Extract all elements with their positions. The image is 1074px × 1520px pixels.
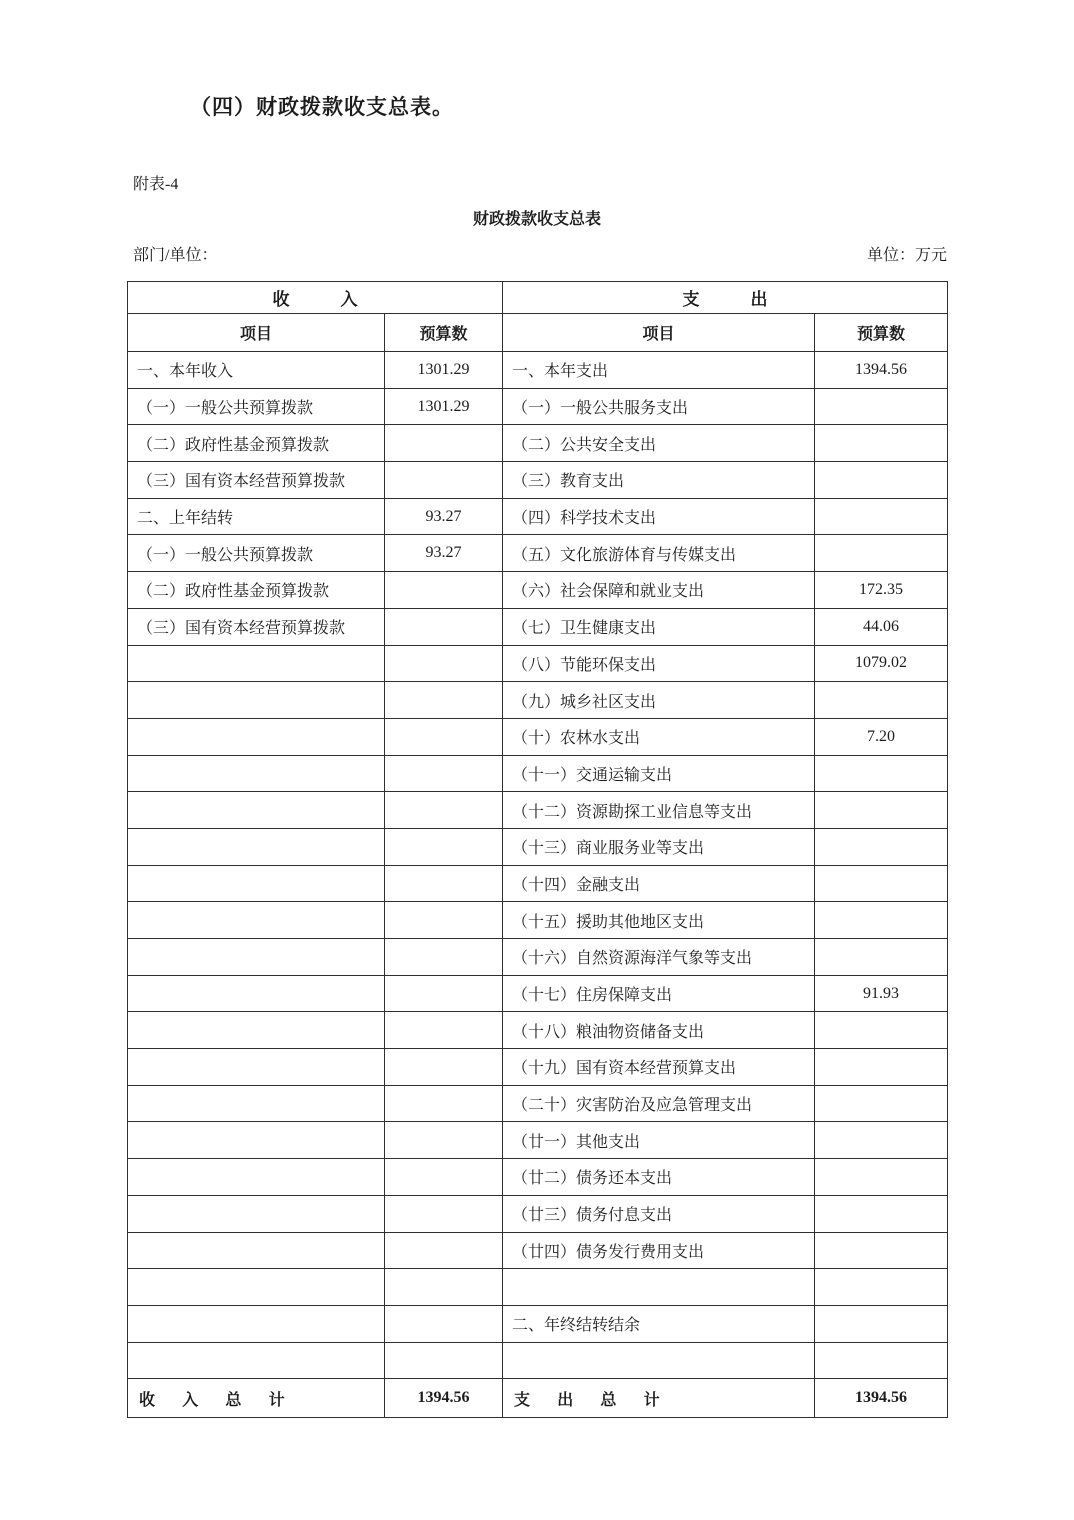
expense-item-cell: （十一）交通运输支出 xyxy=(503,755,815,792)
expense-item-cell xyxy=(503,1342,815,1379)
income-value-cell xyxy=(385,828,503,865)
expense-value-cell: 1079.02 xyxy=(815,645,948,682)
income-item-cell xyxy=(128,755,385,792)
expense-item-cell: （十三）商业服务业等支出 xyxy=(503,828,815,865)
section-header-row xyxy=(128,282,948,314)
table-row xyxy=(128,388,948,425)
income-item-cell: （三）国有资本经营预算拨款 xyxy=(128,462,385,499)
income-budget-header: 预算数 xyxy=(385,314,503,352)
expense-value-cell: 91.93 xyxy=(815,975,948,1012)
expense-item-cell: （十八）粮油物资储备支出 xyxy=(503,1012,815,1049)
income-item-cell xyxy=(128,1085,385,1122)
income-item-cell xyxy=(128,865,385,902)
expense-value-cell xyxy=(815,1085,948,1122)
expense-value-cell xyxy=(815,1122,948,1159)
expense-item-cell xyxy=(503,1269,815,1306)
income-item-cell xyxy=(128,939,385,976)
income-item-cell xyxy=(128,792,385,829)
income-value-cell: 1301.29 xyxy=(385,352,503,389)
expense-item-cell: 一、本年支出 xyxy=(503,352,815,389)
income-item-cell xyxy=(128,828,385,865)
income-item-cell xyxy=(128,1232,385,1269)
table-row xyxy=(128,718,948,755)
table-row xyxy=(128,1159,948,1196)
table-row xyxy=(128,1049,948,1086)
income-item-cell xyxy=(128,1195,385,1232)
income-item-cell xyxy=(128,1159,385,1196)
expense-budget-header: 预算数 xyxy=(815,314,948,352)
income-value-cell xyxy=(385,1085,503,1122)
income-item-cell xyxy=(128,718,385,755)
income-item-cell xyxy=(128,1269,385,1306)
expense-item-cell: （十六）自然资源海洋气象等支出 xyxy=(503,939,815,976)
income-item-cell: （二）政府性基金预算拨款 xyxy=(128,572,385,609)
expense-item-cell: （五）文化旅游体育与传媒支出 xyxy=(503,535,815,572)
income-value-cell xyxy=(385,902,503,939)
table-row xyxy=(128,1232,948,1269)
table-body xyxy=(128,352,948,1379)
table-row xyxy=(128,608,948,645)
income-item-cell xyxy=(128,682,385,719)
expense-value-cell xyxy=(815,1232,948,1269)
income-value-cell xyxy=(385,792,503,829)
table-row xyxy=(128,535,948,572)
expense-value-cell: 7.20 xyxy=(815,718,948,755)
expense-value-cell xyxy=(815,939,948,976)
expense-value-cell: 172.35 xyxy=(815,572,948,609)
table-row xyxy=(128,828,948,865)
total-row xyxy=(128,1379,948,1418)
income-value-cell xyxy=(385,572,503,609)
income-item-cell xyxy=(128,975,385,1012)
expense-value-cell xyxy=(815,498,948,535)
table-row xyxy=(128,498,948,535)
unit-label: 单位：万元 xyxy=(866,247,947,264)
expense-item-cell: （廿二）债务还本支出 xyxy=(503,1159,815,1196)
income-item-cell xyxy=(128,902,385,939)
expense-value-cell xyxy=(815,1195,948,1232)
income-item-cell: （一）一般公共预算拨款 xyxy=(128,388,385,425)
table-row xyxy=(128,902,948,939)
section-heading: （四）财政拨款收支总表。 xyxy=(190,95,454,119)
expense-item-cell: （廿一）其他支出 xyxy=(503,1122,815,1159)
expense-item-cell: （二十）灾害防治及应急管理支出 xyxy=(503,1085,815,1122)
expense-value-cell: 1394.56 xyxy=(815,352,948,389)
expense-value-cell xyxy=(815,535,948,572)
expense-value-cell xyxy=(815,1049,948,1086)
income-item-header: 项目 xyxy=(128,314,385,352)
income-value-cell: 93.27 xyxy=(385,535,503,572)
expense-item-cell: （十四）金融支出 xyxy=(503,865,815,902)
expense-item-cell: （四）科学技术支出 xyxy=(503,498,815,535)
expense-item-cell: （十九）国有资本经营预算支出 xyxy=(503,1049,815,1086)
table-row xyxy=(128,1012,948,1049)
expense-value-cell xyxy=(815,755,948,792)
expense-value-cell xyxy=(815,792,948,829)
table-row xyxy=(128,865,948,902)
expense-value-cell xyxy=(815,388,948,425)
table-row xyxy=(128,425,948,462)
meta-line xyxy=(133,242,947,265)
expense-value-cell xyxy=(815,1012,948,1049)
income-value-cell xyxy=(385,462,503,499)
expense-item-cell: （一）一般公共服务支出 xyxy=(503,388,815,425)
income-value-cell xyxy=(385,755,503,792)
expense-total-label: 支出总计 xyxy=(503,1379,815,1418)
income-value-cell xyxy=(385,1012,503,1049)
table-row xyxy=(128,1195,948,1232)
expense-value-cell xyxy=(815,865,948,902)
expense-item-cell: （廿四）债务发行费用支出 xyxy=(503,1232,815,1269)
expense-item-cell: （三）教育支出 xyxy=(503,462,815,499)
expense-value-cell xyxy=(815,1305,948,1342)
expense-item-cell: （十五）援助其他地区支出 xyxy=(503,902,815,939)
income-value-cell xyxy=(385,718,503,755)
table-row xyxy=(128,1269,948,1306)
income-value-cell xyxy=(385,645,503,682)
expense-value-cell xyxy=(815,1159,948,1196)
table-row xyxy=(128,1085,948,1122)
income-item-cell: （二）政府性基金预算拨款 xyxy=(128,425,385,462)
income-value-cell xyxy=(385,1342,503,1379)
income-item-cell xyxy=(128,1012,385,1049)
table-title: 财政拨款收支总表 xyxy=(472,211,601,228)
table-row xyxy=(128,572,948,609)
table-row xyxy=(128,352,948,389)
table-row xyxy=(128,682,948,719)
income-value-cell xyxy=(385,939,503,976)
expense-value-cell xyxy=(815,1342,948,1379)
expense-total-value: 1394.56 xyxy=(815,1379,948,1418)
income-item-cell: 二、上年结转 xyxy=(128,498,385,535)
expense-value-cell xyxy=(815,1269,948,1306)
income-total-label: 收入总计 xyxy=(128,1379,385,1418)
expense-item-cell: （六）社会保障和就业支出 xyxy=(503,572,815,609)
table-row xyxy=(128,462,948,499)
table-row xyxy=(128,645,948,682)
appendix-label: 附表-4 xyxy=(133,176,179,193)
income-value-cell xyxy=(385,1049,503,1086)
table-row xyxy=(128,1122,948,1159)
income-value-cell xyxy=(385,1122,503,1159)
income-item-cell xyxy=(128,1305,385,1342)
table-row xyxy=(128,975,948,1012)
income-item-cell: 一、本年收入 xyxy=(128,352,385,389)
expense-item-cell: （七）卫生健康支出 xyxy=(503,608,815,645)
expense-item-cell: （十）农林水支出 xyxy=(503,718,815,755)
income-value-cell xyxy=(385,865,503,902)
income-item-cell: （一）一般公共预算拨款 xyxy=(128,535,385,572)
column-header-row xyxy=(128,314,948,352)
table-row xyxy=(128,1342,948,1379)
table-row xyxy=(128,792,948,829)
income-value-cell: 93.27 xyxy=(385,498,503,535)
income-value-cell xyxy=(385,975,503,1012)
income-value-cell xyxy=(385,425,503,462)
expense-item-cell: （二）公共安全支出 xyxy=(503,425,815,462)
expense-value-cell xyxy=(815,902,948,939)
expense-item-cell: （十七）住房保障支出 xyxy=(503,975,815,1012)
expense-value-cell xyxy=(815,682,948,719)
table-row xyxy=(128,939,948,976)
table-row xyxy=(128,755,948,792)
expense-value-cell xyxy=(815,462,948,499)
department-unit-label: 部门/单位： xyxy=(133,247,218,264)
income-section-header: 收入 xyxy=(128,282,503,314)
expense-item-cell: （九）城乡社区支出 xyxy=(503,682,815,719)
income-value-cell xyxy=(385,682,503,719)
expense-item-cell: （十二）资源勘探工业信息等支出 xyxy=(503,792,815,829)
income-value-cell xyxy=(385,1232,503,1269)
income-item-cell xyxy=(128,645,385,682)
income-value-cell xyxy=(385,1305,503,1342)
income-value-cell xyxy=(385,1195,503,1232)
income-value-cell: 1301.29 xyxy=(385,388,503,425)
expense-item-cell: （八）节能环保支出 xyxy=(503,645,815,682)
income-item-cell: （三）国有资本经营预算拨款 xyxy=(128,608,385,645)
expense-item-header: 项目 xyxy=(503,314,815,352)
income-item-cell xyxy=(128,1342,385,1379)
expense-section-header: 支出 xyxy=(503,282,948,314)
expense-item-cell: （廿三）债务付息支出 xyxy=(503,1195,815,1232)
expense-value-cell xyxy=(815,425,948,462)
budget-table xyxy=(127,281,948,1418)
expense-item-cell: 二、年终结转结余 xyxy=(503,1305,815,1342)
income-total-value: 1394.56 xyxy=(385,1379,503,1418)
income-item-cell xyxy=(128,1049,385,1086)
expense-value-cell: 44.06 xyxy=(815,608,948,645)
income-value-cell xyxy=(385,1159,503,1196)
income-value-cell xyxy=(385,1269,503,1306)
income-item-cell xyxy=(128,1122,385,1159)
income-value-cell xyxy=(385,608,503,645)
table-row xyxy=(128,1305,948,1342)
expense-value-cell xyxy=(815,828,948,865)
